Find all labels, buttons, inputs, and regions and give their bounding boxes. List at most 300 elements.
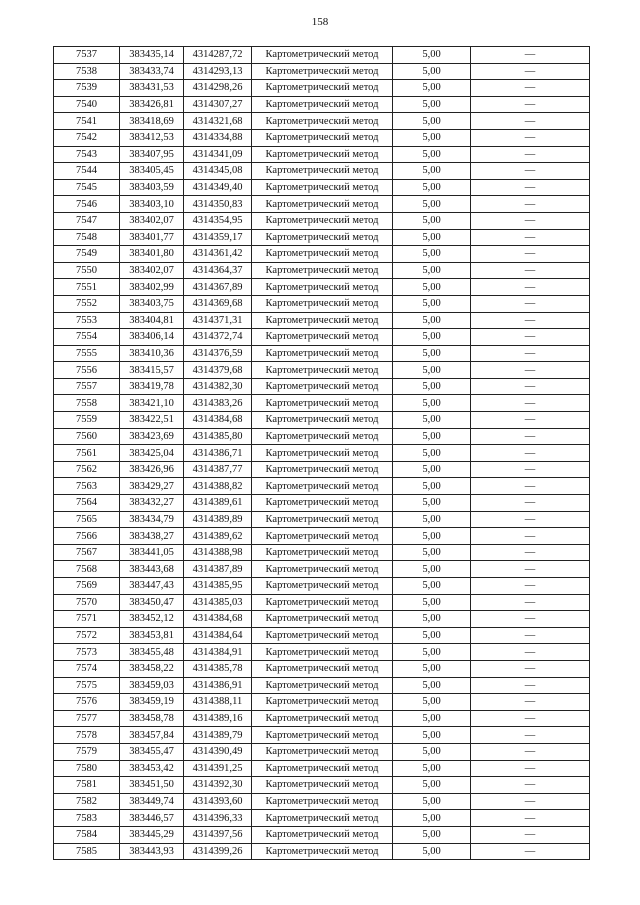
table-row: [54, 362, 590, 379]
note-cell: —: [471, 179, 590, 196]
point-number-cell: 7541: [54, 113, 120, 130]
accuracy-cell: 5,00: [393, 611, 471, 628]
note-cell: —: [471, 329, 590, 346]
y-coordinate-cell: 4314384,64: [184, 627, 252, 644]
x-coordinate-cell: 383434,79: [120, 511, 184, 528]
x-coordinate-cell: 383435,14: [120, 47, 184, 64]
note-cell: —: [471, 544, 590, 561]
point-number-cell: 7558: [54, 395, 120, 412]
table-body: [54, 47, 590, 860]
method-cell: Картометрический метод: [252, 760, 393, 777]
table-row: [54, 478, 590, 495]
point-number-cell: 7569: [54, 578, 120, 595]
method-cell: Картометрический метод: [252, 246, 393, 263]
point-number-cell: 7557: [54, 378, 120, 395]
note-cell: —: [471, 826, 590, 843]
method-cell: Картометрический метод: [252, 312, 393, 329]
table-row: [54, 826, 590, 843]
x-coordinate-cell: 383458,78: [120, 710, 184, 727]
accuracy-cell: 5,00: [393, 760, 471, 777]
x-coordinate-cell: 383402,99: [120, 279, 184, 296]
point-number-cell: 7584: [54, 826, 120, 843]
accuracy-cell: 5,00: [393, 312, 471, 329]
x-coordinate-cell: 383446,57: [120, 810, 184, 827]
y-coordinate-cell: 4314385,78: [184, 660, 252, 677]
table-row: [54, 594, 590, 611]
method-cell: Картометрический метод: [252, 578, 393, 595]
method-cell: Картометрический метод: [252, 212, 393, 229]
y-coordinate-cell: 4314359,17: [184, 229, 252, 246]
accuracy-cell: 5,00: [393, 511, 471, 528]
method-cell: Картометрический метод: [252, 528, 393, 545]
method-cell: Картометрический метод: [252, 329, 393, 346]
y-coordinate-cell: 4314341,09: [184, 146, 252, 163]
table-row: [54, 378, 590, 395]
method-cell: Картометрический метод: [252, 80, 393, 97]
accuracy-cell: 5,00: [393, 146, 471, 163]
accuracy-cell: 5,00: [393, 179, 471, 196]
table-row: [54, 743, 590, 760]
note-cell: —: [471, 677, 590, 694]
y-coordinate-cell: 4314387,89: [184, 561, 252, 578]
method-cell: Картометрический метод: [252, 362, 393, 379]
table-row: [54, 179, 590, 196]
y-coordinate-cell: 4314293,13: [184, 63, 252, 80]
point-number-cell: 7566: [54, 528, 120, 545]
accuracy-cell: 5,00: [393, 528, 471, 545]
x-coordinate-cell: 383401,77: [120, 229, 184, 246]
y-coordinate-cell: 4314388,82: [184, 478, 252, 495]
point-number-cell: 7565: [54, 511, 120, 528]
table-row: [54, 810, 590, 827]
note-cell: —: [471, 312, 590, 329]
x-coordinate-cell: 383412,53: [120, 129, 184, 146]
method-cell: Картометрический метод: [252, 743, 393, 760]
note-cell: —: [471, 660, 590, 677]
y-coordinate-cell: 4314388,98: [184, 544, 252, 561]
x-coordinate-cell: 383421,10: [120, 395, 184, 412]
point-number-cell: 7574: [54, 660, 120, 677]
table-row: [54, 777, 590, 794]
point-number-cell: 7544: [54, 163, 120, 180]
table-row: [54, 345, 590, 362]
x-coordinate-cell: 383451,50: [120, 777, 184, 794]
y-coordinate-cell: 4314384,68: [184, 412, 252, 429]
method-cell: Картометрический метод: [252, 727, 393, 744]
x-coordinate-cell: 383432,27: [120, 495, 184, 512]
table-row: [54, 412, 590, 429]
point-number-cell: 7547: [54, 212, 120, 229]
y-coordinate-cell: 4314389,16: [184, 710, 252, 727]
method-cell: Картометрический метод: [252, 428, 393, 445]
x-coordinate-cell: 383425,04: [120, 445, 184, 462]
y-coordinate-cell: 4314389,61: [184, 495, 252, 512]
table-row: [54, 644, 590, 661]
point-number-cell: 7577: [54, 710, 120, 727]
point-number-cell: 7568: [54, 561, 120, 578]
method-cell: Картометрический метод: [252, 345, 393, 362]
note-cell: —: [471, 743, 590, 760]
x-coordinate-cell: 383418,69: [120, 113, 184, 130]
note-cell: —: [471, 295, 590, 312]
method-cell: Картометрический метод: [252, 495, 393, 512]
accuracy-cell: 5,00: [393, 129, 471, 146]
y-coordinate-cell: 4314382,30: [184, 378, 252, 395]
method-cell: Картометрический метод: [252, 710, 393, 727]
method-cell: Картометрический метод: [252, 229, 393, 246]
note-cell: —: [471, 412, 590, 429]
point-number-cell: 7571: [54, 611, 120, 628]
x-coordinate-cell: 383429,27: [120, 478, 184, 495]
table-row: [54, 793, 590, 810]
x-coordinate-cell: 383452,12: [120, 611, 184, 628]
y-coordinate-cell: 4314384,91: [184, 644, 252, 661]
accuracy-cell: 5,00: [393, 428, 471, 445]
accuracy-cell: 5,00: [393, 329, 471, 346]
point-number-cell: 7552: [54, 295, 120, 312]
method-cell: Картометрический метод: [252, 295, 393, 312]
y-coordinate-cell: 4314389,79: [184, 727, 252, 744]
accuracy-cell: 5,00: [393, 826, 471, 843]
table-row: [54, 395, 590, 412]
note-cell: —: [471, 345, 590, 362]
table-row: [54, 63, 590, 80]
point-number-cell: 7543: [54, 146, 120, 163]
x-coordinate-cell: 383453,81: [120, 627, 184, 644]
y-coordinate-cell: 4314389,89: [184, 511, 252, 528]
table-row: [54, 212, 590, 229]
note-cell: —: [471, 843, 590, 860]
y-coordinate-cell: 4314298,26: [184, 80, 252, 97]
y-coordinate-cell: 4314388,11: [184, 694, 252, 711]
y-coordinate-cell: 4314397,56: [184, 826, 252, 843]
point-number-cell: 7556: [54, 362, 120, 379]
point-number-cell: 7581: [54, 777, 120, 794]
accuracy-cell: 5,00: [393, 710, 471, 727]
point-number-cell: 7548: [54, 229, 120, 246]
table-row: [54, 229, 590, 246]
x-coordinate-cell: 383410,36: [120, 345, 184, 362]
table-row: [54, 129, 590, 146]
y-coordinate-cell: 4314389,62: [184, 528, 252, 545]
method-cell: Картометрический метод: [252, 793, 393, 810]
x-coordinate-cell: 383443,68: [120, 561, 184, 578]
point-number-cell: 7546: [54, 196, 120, 213]
accuracy-cell: 5,00: [393, 843, 471, 860]
point-number-cell: 7579: [54, 743, 120, 760]
table-row: [54, 578, 590, 595]
method-cell: Картометрический метод: [252, 129, 393, 146]
y-coordinate-cell: 4314399,26: [184, 843, 252, 860]
method-cell: Картометрический метод: [252, 561, 393, 578]
accuracy-cell: 5,00: [393, 644, 471, 661]
note-cell: —: [471, 777, 590, 794]
note-cell: —: [471, 810, 590, 827]
table-row: [54, 528, 590, 545]
table-row: [54, 246, 590, 263]
y-coordinate-cell: 4314387,77: [184, 461, 252, 478]
x-coordinate-cell: 383402,07: [120, 262, 184, 279]
note-cell: —: [471, 694, 590, 711]
note-cell: —: [471, 644, 590, 661]
coordinates-table: [53, 46, 590, 860]
point-number-cell: 7537: [54, 47, 120, 64]
x-coordinate-cell: 383405,45: [120, 163, 184, 180]
point-number-cell: 7572: [54, 627, 120, 644]
point-number-cell: 7575: [54, 677, 120, 694]
x-coordinate-cell: 383419,78: [120, 378, 184, 395]
table-row: [54, 611, 590, 628]
point-number-cell: 7560: [54, 428, 120, 445]
point-number-cell: 7580: [54, 760, 120, 777]
method-cell: Картометрический метод: [252, 826, 393, 843]
x-coordinate-cell: 383403,75: [120, 295, 184, 312]
note-cell: —: [471, 246, 590, 263]
y-coordinate-cell: 4314361,42: [184, 246, 252, 263]
note-cell: —: [471, 212, 590, 229]
table-row: [54, 196, 590, 213]
method-cell: Картометрический метод: [252, 63, 393, 80]
y-coordinate-cell: 4314390,49: [184, 743, 252, 760]
table-row: [54, 312, 590, 329]
x-coordinate-cell: 383404,81: [120, 312, 184, 329]
accuracy-cell: 5,00: [393, 163, 471, 180]
point-number-cell: 7562: [54, 461, 120, 478]
y-coordinate-cell: 4314384,68: [184, 611, 252, 628]
y-coordinate-cell: 4314354,95: [184, 212, 252, 229]
point-number-cell: 7542: [54, 129, 120, 146]
accuracy-cell: 5,00: [393, 627, 471, 644]
x-coordinate-cell: 383455,48: [120, 644, 184, 661]
y-coordinate-cell: 4314372,74: [184, 329, 252, 346]
x-coordinate-cell: 383455,47: [120, 743, 184, 760]
note-cell: —: [471, 362, 590, 379]
table-row: [54, 760, 590, 777]
y-coordinate-cell: 4314350,83: [184, 196, 252, 213]
method-cell: Картометрический метод: [252, 146, 393, 163]
accuracy-cell: 5,00: [393, 495, 471, 512]
x-coordinate-cell: 383445,29: [120, 826, 184, 843]
table-row: [54, 544, 590, 561]
table-row: [54, 694, 590, 711]
note-cell: —: [471, 395, 590, 412]
method-cell: Картометрический метод: [252, 810, 393, 827]
point-number-cell: 7553: [54, 312, 120, 329]
accuracy-cell: 5,00: [393, 47, 471, 64]
accuracy-cell: 5,00: [393, 777, 471, 794]
method-cell: Картометрический метод: [252, 644, 393, 661]
accuracy-cell: 5,00: [393, 229, 471, 246]
method-cell: Картометрический метод: [252, 96, 393, 113]
method-cell: Картометрический метод: [252, 594, 393, 611]
accuracy-cell: 5,00: [393, 63, 471, 80]
point-number-cell: 7570: [54, 594, 120, 611]
accuracy-cell: 5,00: [393, 362, 471, 379]
note-cell: —: [471, 727, 590, 744]
y-coordinate-cell: 4314386,71: [184, 445, 252, 462]
method-cell: Картометрический метод: [252, 627, 393, 644]
x-coordinate-cell: 383433,74: [120, 63, 184, 80]
accuracy-cell: 5,00: [393, 212, 471, 229]
y-coordinate-cell: 4314391,25: [184, 760, 252, 777]
table-row: [54, 495, 590, 512]
point-number-cell: 7583: [54, 810, 120, 827]
note-cell: —: [471, 561, 590, 578]
table-row: [54, 445, 590, 462]
y-coordinate-cell: 4314307,27: [184, 96, 252, 113]
point-number-cell: 7585: [54, 843, 120, 860]
accuracy-cell: 5,00: [393, 395, 471, 412]
table-row: [54, 677, 590, 694]
accuracy-cell: 5,00: [393, 544, 471, 561]
table-row: [54, 262, 590, 279]
point-number-cell: 7578: [54, 727, 120, 744]
point-number-cell: 7549: [54, 246, 120, 263]
method-cell: Картометрический метод: [252, 279, 393, 296]
method-cell: Картометрический метод: [252, 196, 393, 213]
point-number-cell: 7563: [54, 478, 120, 495]
x-coordinate-cell: 383453,42: [120, 760, 184, 777]
method-cell: Картометрический метод: [252, 694, 393, 711]
note-cell: —: [471, 129, 590, 146]
table-row: [54, 843, 590, 860]
y-coordinate-cell: 4314392,30: [184, 777, 252, 794]
table-row: [54, 80, 590, 97]
method-cell: Картометрический метод: [252, 478, 393, 495]
y-coordinate-cell: 4314393,60: [184, 793, 252, 810]
method-cell: Картометрический метод: [252, 113, 393, 130]
method-cell: Картометрический метод: [252, 511, 393, 528]
table-row: [54, 163, 590, 180]
point-number-cell: 7538: [54, 63, 120, 80]
y-coordinate-cell: 4314379,68: [184, 362, 252, 379]
note-cell: —: [471, 163, 590, 180]
point-number-cell: 7550: [54, 262, 120, 279]
point-number-cell: 7564: [54, 495, 120, 512]
note-cell: —: [471, 760, 590, 777]
method-cell: Картометрический метод: [252, 611, 393, 628]
accuracy-cell: 5,00: [393, 810, 471, 827]
x-coordinate-cell: 383441,05: [120, 544, 184, 561]
accuracy-cell: 5,00: [393, 461, 471, 478]
page-number: 158: [311, 16, 329, 28]
y-coordinate-cell: 4314386,91: [184, 677, 252, 694]
x-coordinate-cell: 383443,93: [120, 843, 184, 860]
point-number-cell: 7554: [54, 329, 120, 346]
note-cell: —: [471, 428, 590, 445]
accuracy-cell: 5,00: [393, 412, 471, 429]
y-coordinate-cell: 4314334,88: [184, 129, 252, 146]
table-row: [54, 561, 590, 578]
x-coordinate-cell: 383431,53: [120, 80, 184, 97]
method-cell: Картометрический метод: [252, 445, 393, 462]
table-row: [54, 710, 590, 727]
table-row: [54, 329, 590, 346]
point-number-cell: 7561: [54, 445, 120, 462]
accuracy-cell: 5,00: [393, 113, 471, 130]
note-cell: —: [471, 627, 590, 644]
x-coordinate-cell: 383458,22: [120, 660, 184, 677]
method-cell: Картометрический метод: [252, 395, 393, 412]
note-cell: —: [471, 578, 590, 595]
x-coordinate-cell: 383449,74: [120, 793, 184, 810]
note-cell: —: [471, 63, 590, 80]
accuracy-cell: 5,00: [393, 345, 471, 362]
point-number-cell: 7540: [54, 96, 120, 113]
y-coordinate-cell: 4314376,59: [184, 345, 252, 362]
accuracy-cell: 5,00: [393, 262, 471, 279]
note-cell: —: [471, 229, 590, 246]
accuracy-cell: 5,00: [393, 793, 471, 810]
accuracy-cell: 5,00: [393, 295, 471, 312]
y-coordinate-cell: 4314385,95: [184, 578, 252, 595]
accuracy-cell: 5,00: [393, 378, 471, 395]
y-coordinate-cell: 4314385,03: [184, 594, 252, 611]
x-coordinate-cell: 383447,43: [120, 578, 184, 595]
y-coordinate-cell: 4314345,08: [184, 163, 252, 180]
point-number-cell: 7559: [54, 412, 120, 429]
accuracy-cell: 5,00: [393, 694, 471, 711]
note-cell: —: [471, 80, 590, 97]
note-cell: —: [471, 378, 590, 395]
x-coordinate-cell: 383450,47: [120, 594, 184, 611]
y-coordinate-cell: 4314364,37: [184, 262, 252, 279]
y-coordinate-cell: 4314371,31: [184, 312, 252, 329]
y-coordinate-cell: 4314287,72: [184, 47, 252, 64]
x-coordinate-cell: 383423,69: [120, 428, 184, 445]
note-cell: —: [471, 279, 590, 296]
method-cell: Картометрический метод: [252, 378, 393, 395]
method-cell: Картометрический метод: [252, 660, 393, 677]
method-cell: Картометрический метод: [252, 179, 393, 196]
table-row: [54, 660, 590, 677]
accuracy-cell: 5,00: [393, 246, 471, 263]
x-coordinate-cell: 383422,51: [120, 412, 184, 429]
table-row: [54, 113, 590, 130]
x-coordinate-cell: 383415,57: [120, 362, 184, 379]
method-cell: Картометрический метод: [252, 461, 393, 478]
y-coordinate-cell: 4314396,33: [184, 810, 252, 827]
accuracy-cell: 5,00: [393, 279, 471, 296]
table-row: [54, 295, 590, 312]
point-number-cell: 7576: [54, 694, 120, 711]
y-coordinate-cell: 4314383,26: [184, 395, 252, 412]
accuracy-cell: 5,00: [393, 660, 471, 677]
note-cell: —: [471, 445, 590, 462]
accuracy-cell: 5,00: [393, 478, 471, 495]
point-number-cell: 7539: [54, 80, 120, 97]
accuracy-cell: 5,00: [393, 445, 471, 462]
x-coordinate-cell: 383426,96: [120, 461, 184, 478]
point-number-cell: 7573: [54, 644, 120, 661]
method-cell: Картометрический метод: [252, 677, 393, 694]
accuracy-cell: 5,00: [393, 96, 471, 113]
note-cell: —: [471, 511, 590, 528]
note-cell: —: [471, 47, 590, 64]
point-number-cell: 7545: [54, 179, 120, 196]
point-number-cell: 7582: [54, 793, 120, 810]
note-cell: —: [471, 478, 590, 495]
x-coordinate-cell: 383438,27: [120, 528, 184, 545]
y-coordinate-cell: 4314321,68: [184, 113, 252, 130]
accuracy-cell: 5,00: [393, 80, 471, 97]
method-cell: Картометрический метод: [252, 544, 393, 561]
y-coordinate-cell: 4314367,89: [184, 279, 252, 296]
y-coordinate-cell: 4314385,80: [184, 428, 252, 445]
table-row: [54, 47, 590, 64]
table-row: [54, 461, 590, 478]
note-cell: —: [471, 461, 590, 478]
